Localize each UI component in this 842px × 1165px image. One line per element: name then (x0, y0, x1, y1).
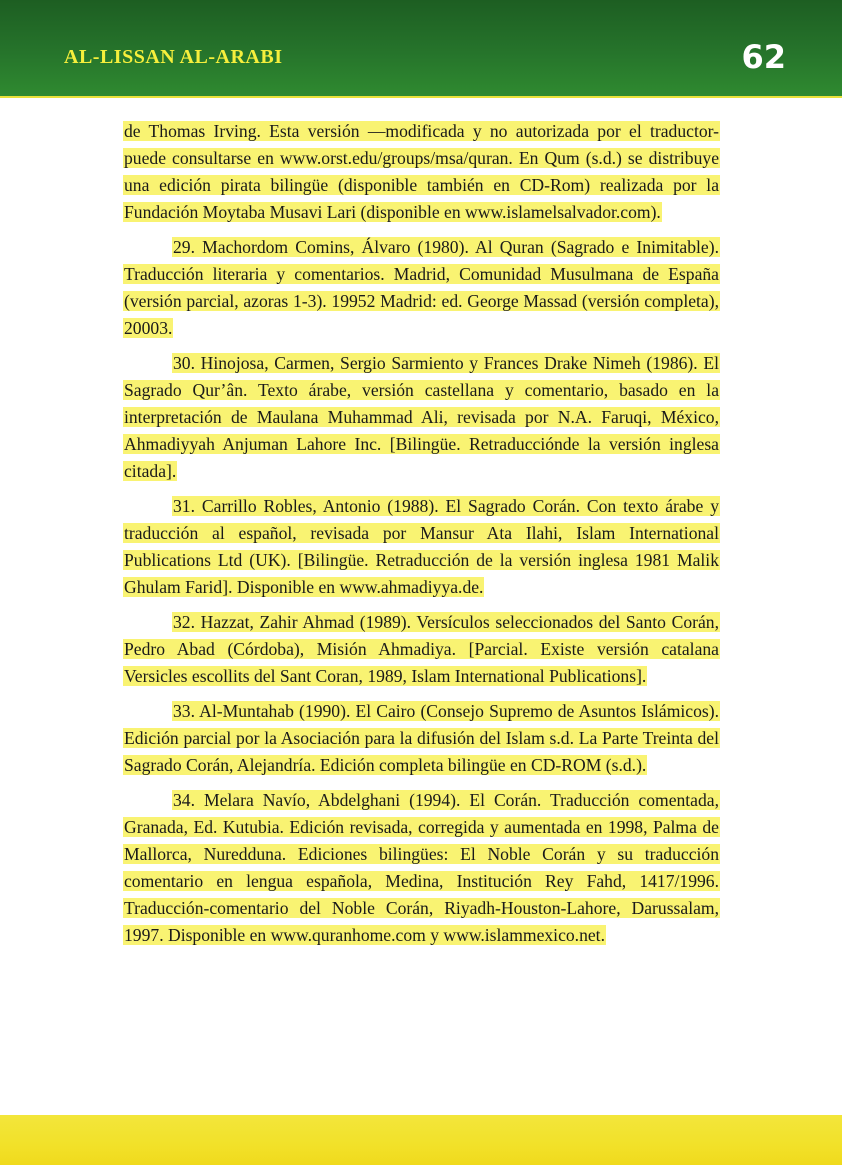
paragraph-text: 33. Al-Muntahab (1990). El Cairo (Consejo Supremo de Asuntos Islámicos). Edición parcial por la Asociación para la difusión del Islam s.d. La Parte Treinta del Sagrado Corán, Alejandría. Edición completa bilingüe en CD-ROM (s.d.). (124, 701, 719, 775)
body-text (123, 118, 720, 957)
page-footer-band (0, 1115, 842, 1165)
paragraph-text: de Thomas Irving. Esta versión —modificada y no autorizada por el traductor- puede consultarse en www.orst.edu/groups/msa/quran. En Qum (s.d.) se distribuye una edición pirata bilingüe (disponible también en CD-Rom) realizada por la Fundación Moytaba Musavi Lari (disponible en www.islamelsalvador.com). (124, 121, 719, 222)
paragraph-text: 30. Hinojosa, Carmen, Sergio Sarmiento y Frances Drake Nimeh (1986). El Sagrado Qur’ân. Texto árabe, versión castellana y comentario, basado en la interpretación de Maulana Muhammad Ali, revisada por N.A. Faruqi, México, Ahmadiyyah Anjuman Lahore Inc. [Bilingüe. Retraducciónde la versión inglesa citada]. (124, 353, 719, 481)
entry-29 (123, 234, 720, 342)
entry-34 (123, 787, 720, 949)
entry-33 (123, 698, 720, 779)
entry-31 (123, 493, 720, 601)
page-header (0, 0, 842, 98)
journal-title: AL-LISSAN AL-ARABI (64, 46, 283, 68)
paragraph-text: 29. Machordom Comins, Álvaro (1980). Al Quran (Sagrado e Inimitable). Traducción literaria y comentarios. Madrid, Comunidad Musulmana de España (versión parcial, azoras 1-3). 19952 Madrid: ed. George Massad (versión completa), 20003. (124, 237, 719, 338)
paragraph-continuation (123, 118, 720, 226)
paragraph-text: 31. Carrillo Robles, Antonio (1988). El Sagrado Corán. Con texto árabe y traducción al español, revisada por Mansur Ata Ilahi, Islam International Publications Ltd (UK). [Bilingüe. Retraducción de la versión inglesa 1981 Malik Ghulam Farid]. Disponible en www.ahmadiyya.de. (124, 496, 719, 597)
page-number: 62 (741, 38, 786, 76)
paragraph-text: 32. Hazzat, Zahir Ahmad (1989). Versículos seleccionados del Santo Corán, Pedro Abad (Córdoba), Misión Ahmadiya. [Parcial. Existe versión catalana Versicles escollits del Sant Coran, 1989, Islam International Publications]. (124, 612, 719, 686)
entry-30 (123, 350, 720, 485)
paragraph-text: 34. Melara Navío, Abdelghani (1994). El Corán. Traducción comentada, Granada, Ed. Kutubia. Edición revisada, corregida y aumentada en 1998, Palma de Mallorca, Nuredduna. Ediciones bilingües: El Noble Corán y su traducción comentario en lengua española, Medina, Institución Rey Fahd, 1417/1996. Traducción-comentario del Noble Corán, Riyadh-Houston-Lahore, Darussalam, 1997. Disponible en www.quranhome.com y www.islammexico.net. (124, 790, 719, 945)
entry-32 (123, 609, 720, 690)
